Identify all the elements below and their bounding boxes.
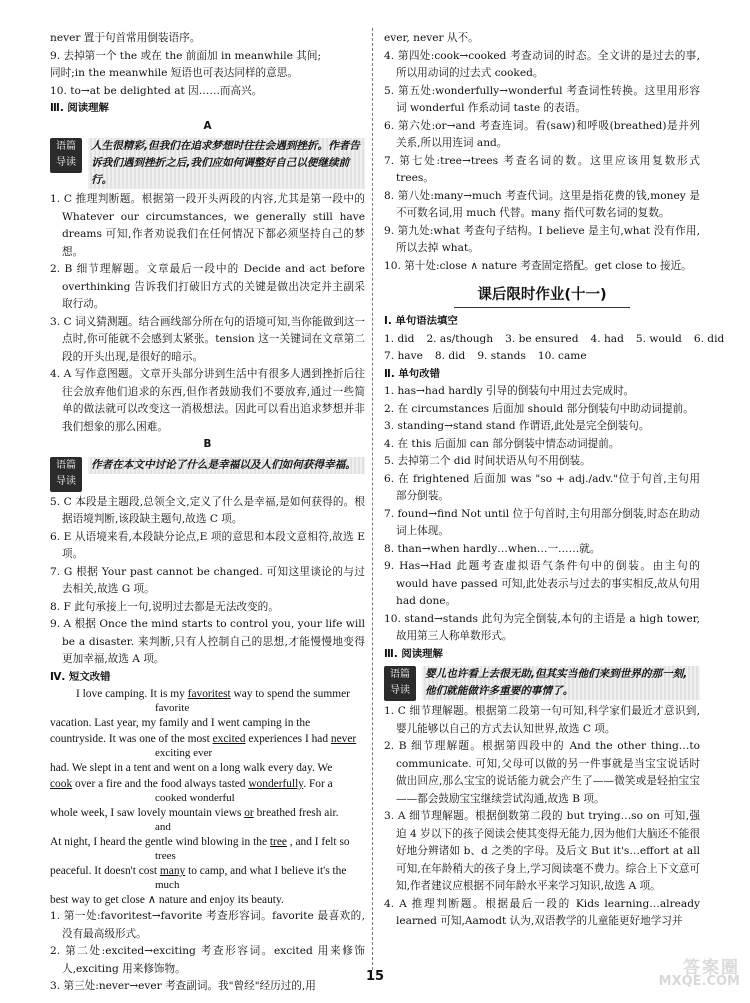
essay-note: 1. 第一处:favoritest→favorite 考查形容词。favorite 最喜欢的,没有最高级形式。 [50, 910, 365, 940]
homework-title: 课后限时作业(十一) [384, 281, 700, 309]
fill-answers-row-2 [384, 348, 700, 366]
correction-item: 7. found→find Not until 位于句首时,主句用部分倒装,时态在助动词上体现。 [384, 507, 700, 537]
marked-word: many [159, 865, 186, 877]
essay-text: countryside. It was one of the most [50, 733, 213, 745]
answer-item: 8. F 此句承接上一句,说明过去都是无法改变的。 [50, 600, 279, 613]
lead-box-b [50, 457, 365, 492]
passage-letter-b: B [203, 438, 212, 450]
watermark-text: 答案圈 [683, 958, 740, 978]
note-line: 6. 第六处:or→and 考查连词。看(saw)和呼吸(breathed)是并列关系,所以用连词 and。 [384, 119, 700, 149]
marked-word: excited [212, 733, 246, 745]
correction-item: 6. 在 frightened 后面加 was "so + adj./adv."位于句首,主句用部分倒装。 [384, 472, 700, 502]
answer-item: 7. G 根据 Your past cannot be changed. 可知这里谈论的与过去相关,故选 G 项。 [50, 565, 365, 595]
essay-text: experiences I had [245, 733, 331, 745]
essay-line [50, 834, 365, 850]
section-title-error-correction: Ⅳ. 短文改错 [50, 670, 111, 683]
page-number: 15 [365, 969, 385, 984]
correction-item: 1. has→had hardly 引导的倒装句中用过去完成时。 [384, 385, 635, 397]
essay-line [50, 863, 365, 879]
lead-tag: 语篇 导读 [50, 457, 82, 492]
essay-line [50, 776, 365, 792]
fill-answer: 5. would [635, 332, 682, 345]
section-title-reading: Ⅲ. 阅读理解 [50, 102, 109, 114]
fill-answer: 6. did [693, 332, 725, 345]
answer-item: 2. B 细节理解题。文章最后一段中的 Decide and act before overthinking 告诉我们打破旧方式的关键是做出决定并主副采取行动。 [50, 263, 365, 310]
fill-answers-row-1 [384, 331, 725, 349]
essay-text: whole week, I saw lovely mountain views [50, 807, 245, 819]
intro-line: 10. to→at be delighted at 因……而高兴。 [50, 84, 263, 97]
essay-text: to camp, and what I believe it's the [185, 865, 347, 877]
correction-word: and [155, 821, 171, 833]
marked-word: tree [269, 836, 287, 848]
lead-tag: 语篇 导读 [384, 666, 416, 701]
essay-line [50, 686, 365, 702]
fill-answer: 3. be ensured [505, 332, 579, 345]
answer-item: 4. A 推理判断题。根据最后一段的 Kids learning…already learned 可知,Aamodt 认为,双语教学的儿童能更好地学习并 [384, 897, 700, 927]
essay-text: over a fire and the food always tasted [72, 778, 249, 790]
lead-text-a: 人生很精彩,但我们在追求梦想时往往会遇到挫折。作者告诉我们遇到挫折之后,我们应如何调整好自己以便继续前行。 [88, 138, 365, 189]
intro-line: never 置于句首常用倒装语序。 [50, 32, 201, 44]
answer-item: 3. C 词义猜测题。结合画线部分所在句的语境可知,当你能做到这一点时,你可能就不会感到太紧张。tension 这一关键词在文章第二段的开头出现,是很好的暗示。 [50, 315, 365, 363]
lead-tag: 语篇 导读 [50, 138, 82, 173]
marked-word: favoritest [187, 688, 231, 700]
note-line: ever, never 从不。 [384, 32, 479, 44]
correction-item: 10. stand→stands 此句为完全倒装,本句的主语是 a high tower,故用第三人称单数形式。 [384, 612, 700, 642]
section-title-fill: Ⅰ. 单句语法填空 [384, 315, 458, 327]
intro-line: 同时;in the meanwhile 短语也可表达同样的意思。 [50, 67, 298, 79]
note-line: 9. 第九处:what 考查句子结构。I believe 是主句,what 没有作用,所以去掉 what。 [384, 224, 700, 254]
note-line: 8. 第八处:many→much 考查代词。这里是指花费的钱,money 是不可数名词,用 much 代替。many 指代可数名词的复数。 [384, 189, 700, 219]
correction-word: cooked wonderful [155, 792, 235, 804]
essay-text: . For a [303, 778, 333, 790]
correction-item: 5. 去掉第二个 did 时间状语从句不用倒装。 [384, 455, 591, 467]
essay-text: had. We slept in a tent and went on a long walk every day. We [50, 762, 333, 774]
correction-item: 9. Has→Had 此题考查虚拟语气条件句中的倒装。由主句的 would have passed 可知,此处表示与过去的事实相反,故从句用 had done。 [384, 560, 700, 607]
fill-answer: 10. came [537, 350, 587, 362]
lead-text-b: 作者在本文中讨论了什么是幸福以及人们如何获得幸福。 [88, 457, 365, 474]
watermark-url: MXQE.COM [658, 974, 740, 989]
essay-text: , and I felt so [286, 836, 350, 848]
fill-answer: 9. stands [477, 350, 526, 362]
essay-line [50, 715, 365, 731]
essay-text: At night, I heard the gentle wind blowing in the [50, 836, 270, 848]
essay-text: I love camping. It is my [76, 688, 188, 700]
fill-answer: 4. had [590, 332, 624, 345]
section-title-correction: Ⅱ. 单句改错 [384, 367, 440, 380]
left-column [50, 30, 365, 996]
answer-item: 5. C 本段是主题段,总领全文,定义了什么是幸福,是如何获得的。根据语境判断,该段缺主题句,故选 C 项。 [50, 495, 365, 525]
essay-line [50, 805, 365, 821]
column-divider [372, 28, 373, 970]
correction-item: 2. 在 circumstances 后面加 should 部分倒装句中助动词提前。 [384, 402, 694, 415]
correction-item: 4. 在 this 后面加 can 部分倒装中情态动词提前。 [384, 437, 620, 450]
marked-word: cook [50, 778, 73, 790]
essay-text: peaceful. It doesn't cost [50, 865, 160, 877]
watermark-logo [628, 958, 740, 1001]
lead-text-right: 婴儿也许看上去很无助,但其实当他们来到世界的那一刻,他们就能做许多重要的事情了。 [422, 666, 700, 700]
answer-item: 4. A 写作意图题。文章开头部分讲到生活中有很多人遇到挫折后往往会放弃他们追求的东西,但作者鼓励我们不要放弃,通过一些简单的做法就可以改变这一消极想法。因此可以看出追求梦想并非我们想象的那么困难。 [50, 368, 365, 433]
fill-answer: 8. did [434, 350, 466, 362]
fill-answer: 1. did [384, 332, 415, 345]
essay-text: vacation. Last year, my family and I went camping in the [50, 717, 311, 729]
correction-word: trees [155, 850, 176, 862]
essay-line [50, 731, 365, 747]
note-line: 10. 第十处:close ∧ nature 考查固定搭配。get close to 接近。 [384, 259, 692, 272]
note-line: 4. 第四处:cook→cooked 考查动词的时态。全文讲的是过去的事,所以用动词的过去式 cooked。 [384, 49, 700, 79]
fill-answer: 7. have [384, 350, 423, 362]
essay-text: best way to get close ∧ nature and enjoy its beauty. [50, 894, 284, 906]
correction-word: favorite [155, 702, 190, 714]
essay-text: way to spend the summer [230, 688, 350, 700]
essay-note: 2. 第二处:excited→exciting 考查形容词。excited 用来修饰人,exciting 用来修饰物。 [50, 945, 365, 975]
essay-line [50, 892, 365, 908]
answer-item: 2. B 细节理解题。根据第四段中的 And the other thing…to communicate. 可知,父母可以做的另一件事就是当宝宝说话时做出回应,那么宝宝的说话能力就会产生了——微笑或是轻拍宝宝——都会鼓励宝宝继续尝试沟通,故选 B 项。 [384, 740, 700, 805]
section-title-reading-2: Ⅲ. 阅读理解 [384, 647, 443, 660]
passage-letter-a: A [203, 119, 212, 132]
note-line: 5. 第五处:wonderfully→wonderful 考查词性转换。这里用形容词 wonderful 作系动词 taste 的表语。 [384, 84, 700, 114]
answer-item: 9. A 根据 Once the mind starts to control you, your life will be a disaster. 来判断,只有人控制自己的思想,才能慢慢地变得更加幸福,故选 A 项。 [50, 618, 365, 665]
right-column [384, 30, 725, 931]
correction-item: 8. than→when hardly…when…一……就。 [384, 542, 601, 555]
note-line: 7. 第七处:tree→trees 考查名词的数。这里应该用复数形式 trees。 [384, 154, 700, 184]
essay-note: 3. 第三处:never→ever 考查副词。我"曾经"经历过的,用 [50, 980, 316, 992]
correction-word: exciting ever [155, 747, 213, 759]
marked-word: wonderfully [248, 778, 304, 790]
marked-word: never [330, 733, 357, 745]
answer-item: 3. A 细节理解题。根据倒数第二段的 but trying…so on 可知,强迫 4 岁以下的孩子阅读会使其变得无能力,因为他们大脑还不能很好地分辨诸如 b、d 之类的字母。及后文 But it's…effort at all 可知,在年龄稍大的孩子身上,学习阅读毫不费力。综合上下文意可知,作者建议应根据不同年龄水平来学习知识,故选 A 项。 [384, 810, 700, 892]
intro-line: 9. 去掉第一个 the 或在 the 前面加 in meanwhile 其间; [50, 49, 322, 62]
answer-item: 1. C 推理判断题。根据第一段开头两段的内容,尤其是第一段中的 Whatever our circumstances, we generally still have dreams 可知,作者劝说我们在任何情况下都必须坚持自己的梦想。 [50, 193, 365, 258]
correction-word: much [155, 879, 180, 891]
essay-line [50, 760, 365, 776]
error-correction-essay [50, 686, 365, 908]
answer-item: 1. C 细节理解题。根据第二段第一句可知,科学家们最近才意识到,婴儿能够以自己的方式去认知世界,故选 C 项。 [384, 705, 700, 735]
lead-box-a [50, 138, 365, 189]
lead-box-right [384, 666, 700, 701]
essay-text: breathed fresh air. [253, 807, 339, 819]
fill-answer: 2. as/though [426, 332, 494, 345]
answer-item: 6. E 从语境来看,本段缺分论点,E 项的意思和本段文意相符,故选 E 项。 [50, 530, 365, 560]
marked-word: or [244, 807, 254, 819]
correction-item: 3. standing→stand stand 作谓语,此处是完全倒装句。 [384, 420, 650, 432]
